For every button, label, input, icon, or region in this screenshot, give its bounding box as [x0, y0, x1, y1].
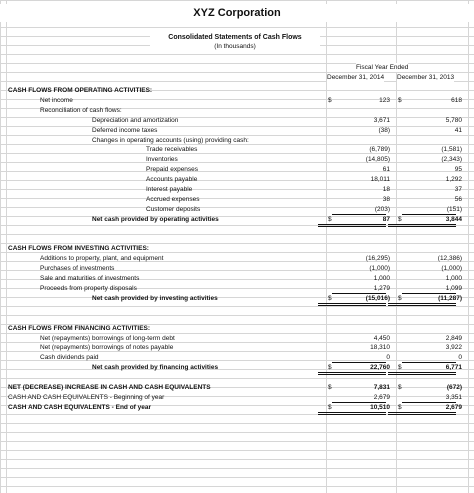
value-2013: (2,343): [441, 156, 462, 163]
statement-row: [6, 205, 468, 214]
row-label: Customer deposits: [146, 206, 201, 213]
row-label: Depreciation and amortization: [92, 117, 179, 124]
value-2014: 10,510: [370, 404, 390, 411]
value-2013: (12,386): [437, 255, 462, 262]
value-2013: 3,844: [445, 216, 462, 223]
value-2014: 18,011: [370, 176, 390, 183]
statement-row: [6, 155, 468, 164]
total-underline: [402, 362, 456, 363]
value-2014: 4,450: [373, 335, 390, 342]
dollar-sign: $: [398, 295, 402, 302]
row-label: Deferred income taxes: [92, 127, 158, 134]
dollar-sign: $: [398, 364, 402, 371]
value-2014: (6,789): [369, 146, 390, 153]
row-label: CASH AND CASH EQUIVALENTS - End of year: [8, 404, 152, 411]
row-label: Reconciliation of cash flows:: [40, 107, 122, 114]
value-2013: (1,000): [441, 265, 462, 272]
column-header-2014: December 31, 2014: [327, 74, 385, 81]
row-label: Net (repayments) borrowings of long-term debt: [40, 335, 175, 342]
row-label: NET (DECREASE) INCREASE IN CASH AND CASH EQUIVALENTS: [8, 384, 211, 391]
value-2014: (203): [374, 206, 390, 213]
statement-row: [6, 185, 468, 194]
value-2013: 2,679: [445, 404, 462, 411]
total-underline: [332, 293, 386, 294]
value-2014: (16,295): [365, 255, 390, 262]
double-underline: [388, 412, 456, 415]
total-underline: [402, 402, 456, 403]
row-label: Accrued expenses: [146, 196, 200, 203]
statement-row: [6, 254, 468, 263]
statement-row: [6, 116, 468, 125]
value-2014: (15,016): [365, 295, 390, 302]
row-label: Sale and maturities of investments: [40, 275, 140, 282]
value-2013: 41: [454, 127, 462, 134]
statement-row: [6, 403, 468, 412]
row-label: Interest payable: [146, 186, 193, 193]
value-2013: (151): [446, 206, 462, 213]
statement-row: [6, 96, 468, 105]
value-2013: 3,922: [445, 344, 462, 351]
row-label: Net income: [40, 97, 73, 104]
statement-row: [6, 363, 468, 372]
value-2014: (38): [378, 127, 390, 134]
total-underline: [402, 214, 456, 215]
row-label: Accounts payable: [146, 176, 198, 183]
double-underline: [318, 303, 386, 306]
statement-row: [6, 244, 468, 253]
value-2013: 3,351: [445, 394, 462, 401]
value-2013: 5,780: [445, 117, 462, 124]
value-2014: (14,805): [365, 156, 390, 163]
value-2013: (1,581): [441, 146, 462, 153]
statement-row: [6, 264, 468, 273]
row-label: Inventories: [146, 156, 178, 163]
double-underline: [388, 372, 456, 375]
value-2013: 618: [451, 97, 462, 104]
value-2013: (11,287): [438, 295, 462, 302]
statement-row: [6, 195, 468, 204]
value-2014: 22,760: [370, 364, 390, 371]
value-2013: 56: [454, 196, 462, 203]
statement-row: [6, 175, 468, 184]
row-label: Prepaid expenses: [146, 166, 199, 173]
period-header: Fiscal Year Ended: [356, 64, 409, 71]
double-underline: [318, 372, 386, 375]
dollar-sign: $: [328, 295, 332, 302]
row-label: CASH FLOWS FROM INVESTING ACTIVITIES:: [8, 245, 149, 252]
dollar-sign: $: [398, 97, 402, 104]
double-underline: [318, 224, 386, 227]
statement-row: [6, 343, 468, 352]
column-header-2013: December 31, 2013: [397, 74, 455, 81]
statement-row: [6, 383, 468, 392]
row-label: Changes in operating accounts (using) providing cash:: [92, 137, 249, 144]
value-2013: 37: [454, 186, 462, 193]
statement-row: [6, 106, 468, 115]
value-2013: 95: [454, 166, 462, 173]
statement-row: [6, 334, 468, 343]
value-2014: 123: [379, 97, 390, 104]
value-2014: 1,279: [373, 285, 390, 292]
statement-row: [6, 284, 468, 293]
value-2014: 0: [386, 354, 390, 361]
row-label: Net (repayments) borrowings of notes payable: [40, 344, 174, 351]
value-2014: (1,000): [369, 265, 390, 272]
statement-row: [6, 393, 468, 402]
dollar-sign: $: [328, 97, 332, 104]
dollar-sign: $: [328, 384, 332, 391]
statement-row: [6, 274, 468, 283]
value-2014: 1,000: [373, 275, 390, 282]
statement-row: [6, 126, 468, 135]
statement-units: (In thousands): [150, 42, 320, 51]
double-underline: [388, 224, 456, 227]
row-label: Purchases of investments: [40, 265, 115, 272]
row-label: Cash dividends paid: [40, 354, 99, 361]
row-label: CASH FLOWS FROM FINANCING ACTIVITIES:: [8, 325, 151, 332]
value-2013: 2,849: [445, 335, 462, 342]
statement-row: [6, 86, 468, 95]
total-underline: [332, 214, 386, 215]
statement-row: [6, 353, 468, 362]
double-underline: [318, 412, 386, 415]
total-underline: [402, 293, 456, 294]
statement-title: Consolidated Statements of Cash Flows: [150, 33, 320, 42]
row-label: CASH AND CASH EQUIVALENTS - Beginning of year: [8, 394, 165, 401]
total-underline: [332, 402, 386, 403]
row-label: Proceeds from property disposals: [40, 285, 137, 292]
row-label: Net cash provided by financing activities: [92, 364, 219, 371]
value-2014: 38: [382, 196, 390, 203]
total-underline: [332, 362, 386, 363]
value-2013: 1,099: [445, 285, 462, 292]
statement-row: [6, 215, 468, 224]
value-2013: 1,292: [445, 176, 462, 183]
value-2014: 87: [382, 216, 390, 223]
statement-row: [6, 136, 468, 145]
value-2014: 61: [382, 166, 390, 173]
row-label: CASH FLOWS FROM OPERATING ACTIVITIES:: [8, 87, 153, 94]
value-2014: 18,310: [370, 344, 390, 351]
value-2014: 7,831: [373, 384, 390, 391]
value-2013: 1,000: [445, 275, 462, 282]
company-title: XYZ Corporation: [0, 4, 474, 22]
statement-row: [6, 145, 468, 154]
row-label: Trade receivables: [146, 146, 198, 153]
statement-row: [6, 165, 468, 174]
row-label: Net cash provided by operating activities: [92, 216, 219, 223]
dollar-sign: $: [398, 404, 402, 411]
grid-line: [468, 0, 469, 493]
value-2013: 6,771: [445, 364, 462, 371]
dollar-sign: $: [328, 404, 332, 411]
row-label: Net cash provided by investing activities: [92, 295, 218, 302]
value-2014: 2,679: [373, 394, 390, 401]
dollar-sign: $: [398, 384, 402, 391]
dollar-sign: $: [398, 216, 402, 223]
statement-row: [6, 294, 468, 303]
value-2013: (672): [446, 384, 462, 391]
double-underline: [388, 303, 456, 306]
value-2014: 18: [382, 186, 390, 193]
dollar-sign: $: [328, 364, 332, 371]
value-2014: 3,671: [373, 117, 390, 124]
statement-row: [6, 324, 468, 333]
row-label: Additions to property, plant, and equipment: [40, 255, 164, 262]
value-2013: 0: [458, 354, 462, 361]
dollar-sign: $: [328, 216, 332, 223]
